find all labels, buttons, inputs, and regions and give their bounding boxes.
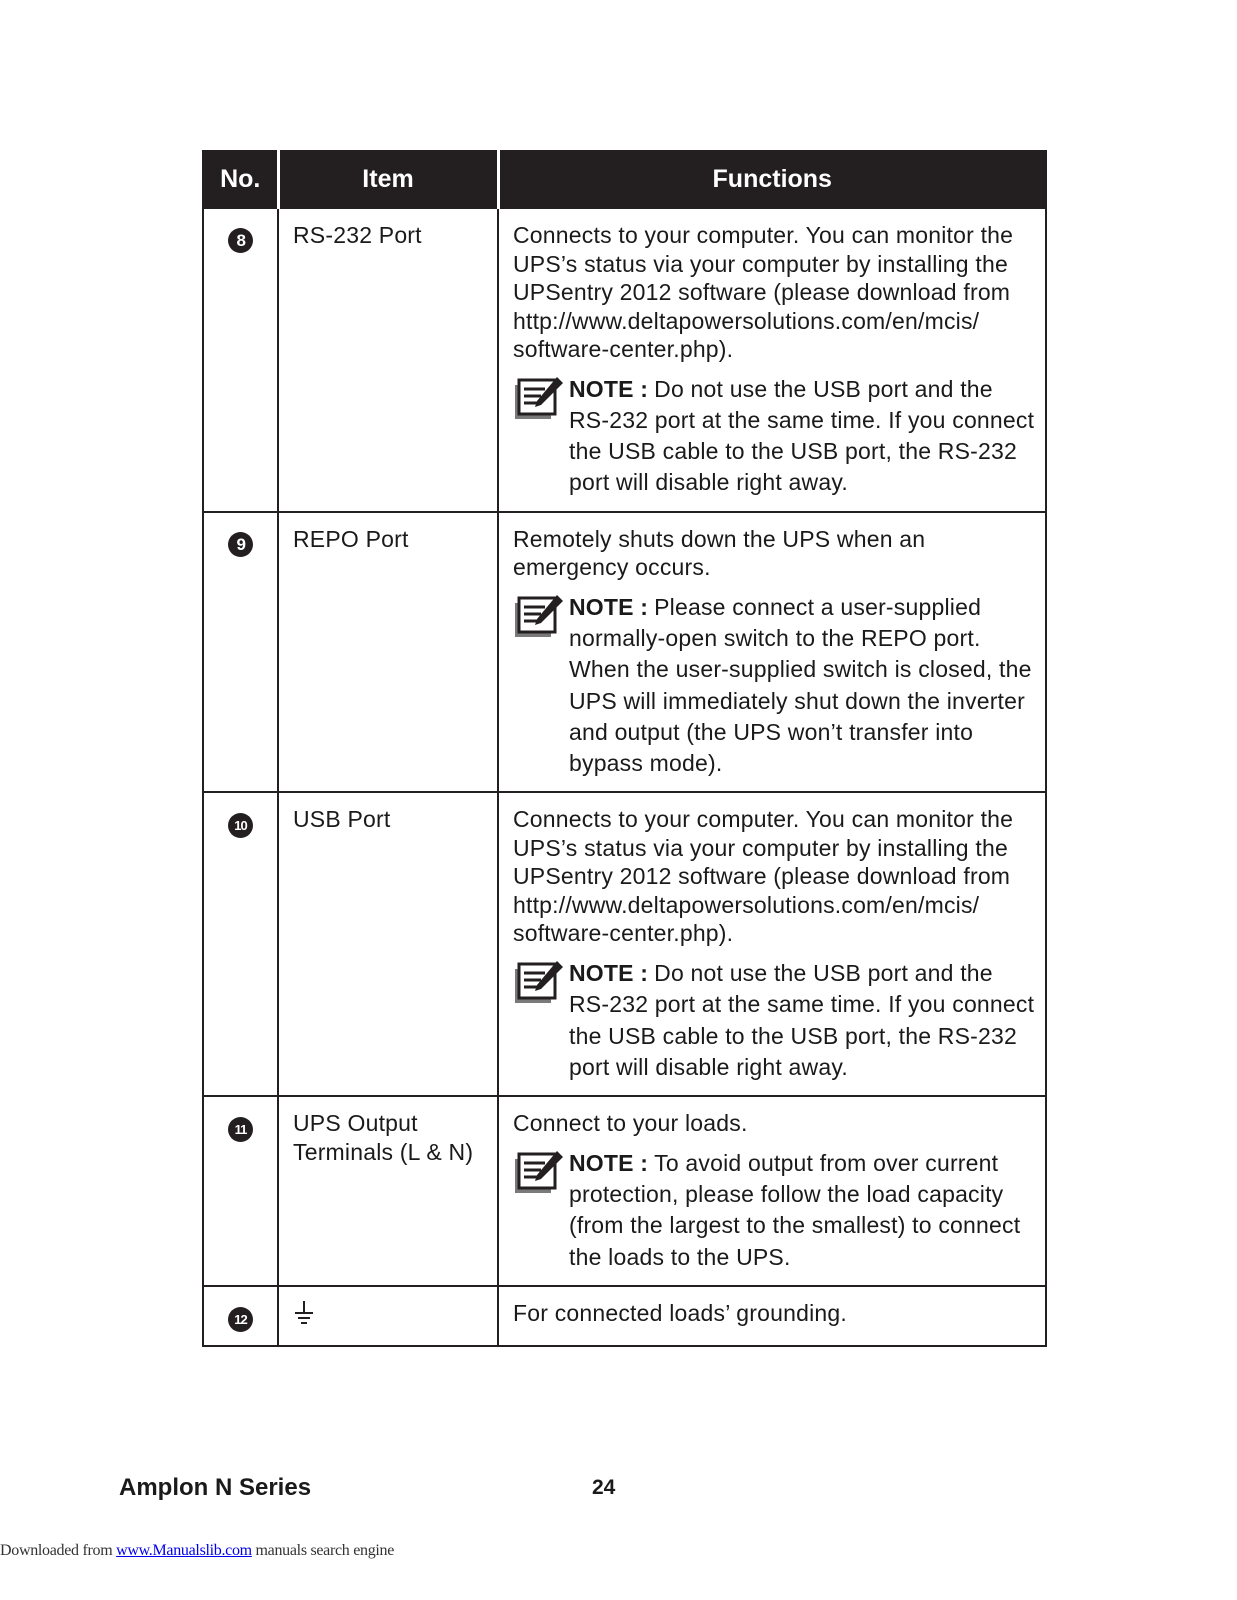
ground-symbol-icon	[293, 1299, 315, 1327]
footer-page-number: 24	[592, 1476, 616, 1499]
note-body	[569, 958, 1035, 1083]
functions-table	[202, 150, 1047, 1347]
note-pencil-icon	[513, 592, 569, 642]
note-label: NOTE :	[569, 1149, 649, 1176]
function-text: For connected loads’ grounding.	[513, 1299, 847, 1326]
note-block	[513, 958, 1035, 1083]
note-text: Do not use the USB port and the RS-232 port at the same time. If you connect the USB cable to the USB port, the RS-232 port will disable right away.	[569, 375, 1035, 496]
function-cell	[498, 1096, 1046, 1286]
row-number-cell	[203, 792, 278, 1096]
note-block	[513, 374, 1035, 499]
function-cell	[498, 1286, 1046, 1347]
note-pencil-icon	[513, 374, 569, 424]
item-cell	[278, 208, 498, 512]
note-text: To avoid output from over current protection, please follow the load capacity (from the largest to the smallest) to connect the loads to the UPS.	[569, 1149, 1021, 1270]
item-cell	[278, 1096, 498, 1286]
note-text: Do not use the USB port and the RS-232 port at the same time. If you connect the USB cable to the USB port, the RS-232 port will disable right away.	[569, 959, 1035, 1080]
note-body	[569, 592, 1035, 780]
note-body	[569, 1148, 1035, 1273]
row-number-badge: 9	[228, 532, 253, 557]
header-no: No.	[203, 151, 278, 208]
footer-series-title: Amplon N Series	[119, 1474, 312, 1501]
function-cell	[498, 512, 1046, 793]
download-prefix: Downloaded from	[0, 1542, 117, 1559]
function-text: Remotely shuts down the UPS when an emergency occurs.	[513, 525, 926, 581]
item-cell	[278, 1286, 498, 1347]
function-text: Connect to your loads.	[513, 1110, 748, 1137]
note-block	[513, 592, 1035, 780]
header-item: Item	[278, 151, 498, 208]
row-number-badge: 11	[228, 1117, 253, 1142]
item-cell	[278, 512, 498, 793]
row-number-cell	[203, 1286, 278, 1347]
table-row	[203, 1286, 1046, 1347]
function-text: Connects to your computer. You can monitor the UPS’s status via your computer by installing the UPSentry 2012 software (please download from http://www.deltapowersolutions.com/en/mcis/ software-center.php).	[513, 222, 1014, 362]
row-number-cell	[203, 512, 278, 793]
note-label: NOTE :	[569, 959, 649, 986]
row-number-badge: 8	[228, 228, 253, 253]
note-label: NOTE :	[569, 375, 649, 402]
table-row	[203, 512, 1046, 793]
row-number-badge: 12	[228, 1307, 253, 1332]
table-header-row	[203, 151, 1046, 208]
manualslib-link[interactable]: www.Manualslib.com	[116, 1542, 252, 1559]
note-text: Please connect a user-supplied normally-open switch to the REPO port. When the user-supplied switch is closed, the UPS will immediately shut down the inverter and output (the UPS won’t transfer into bypass mode).	[569, 593, 1032, 777]
item-cell	[278, 792, 498, 1096]
table-row	[203, 208, 1046, 512]
download-notice	[0, 1542, 394, 1560]
note-block	[513, 1148, 1035, 1273]
item-label: RS-232 Port	[293, 222, 422, 248]
function-cell	[498, 792, 1046, 1096]
row-number-cell	[203, 208, 278, 512]
item-label: REPO Port	[293, 525, 409, 552]
item-label: UPS Output Terminals (L & N)	[293, 1110, 474, 1165]
item-label: USB Port	[293, 806, 391, 833]
note-pencil-icon	[513, 958, 569, 1008]
note-pencil-icon	[513, 1148, 569, 1198]
download-suffix: manuals search engine	[251, 1542, 395, 1559]
function-text: Connects to your computer. You can monitor the UPS’s status via your computer by installing the UPSentry 2012 software (please download from http://www.deltapowersolutions.com/en/mcis/ software-center.php).	[513, 806, 1014, 947]
table-row	[203, 1096, 1046, 1286]
function-cell	[498, 208, 1046, 512]
header-functions: Functions	[498, 151, 1046, 208]
row-number-cell	[203, 1096, 278, 1286]
note-label: NOTE :	[569, 593, 649, 620]
row-number-badge: 10	[228, 813, 253, 838]
note-body	[569, 374, 1035, 499]
table-row	[203, 792, 1046, 1096]
